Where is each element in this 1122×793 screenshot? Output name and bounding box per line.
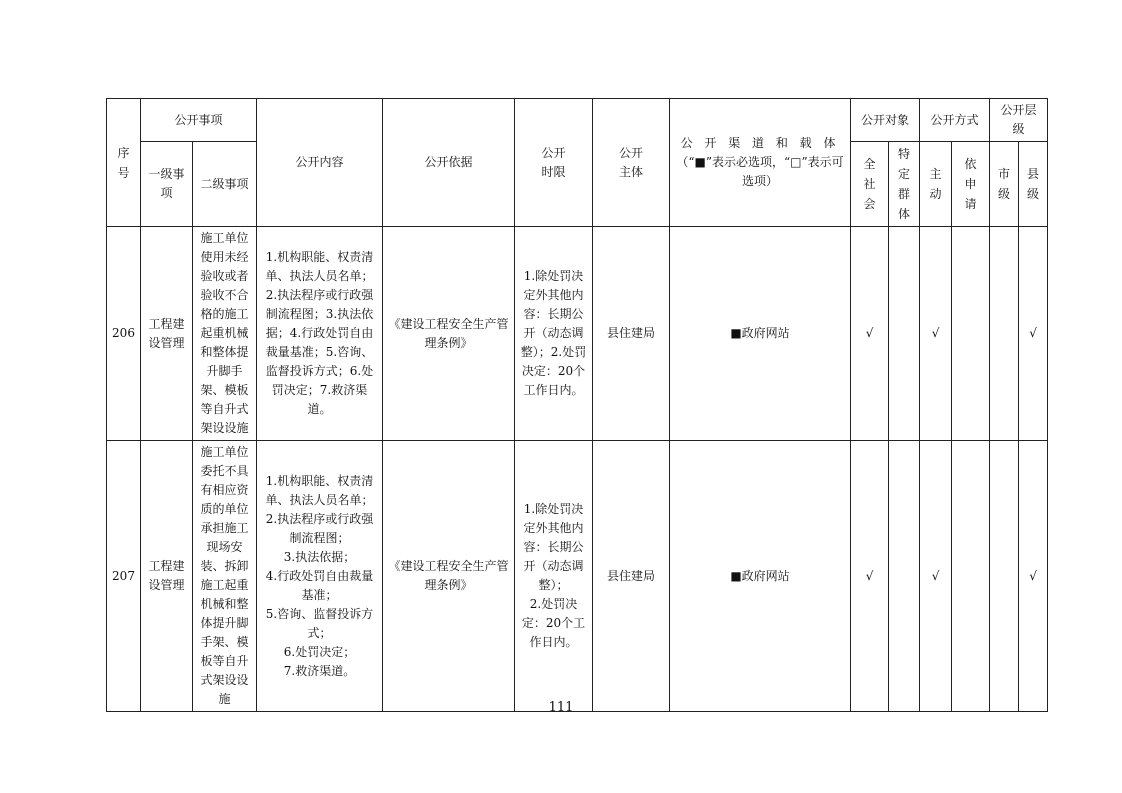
header-level-city: 市 级 <box>990 142 1019 227</box>
row-level1: 工程建设管理 <box>141 441 193 712</box>
header-level-group: 公开层 级 <box>990 99 1048 142</box>
row-basis: 《建设工程安全生产管理条例》 <box>383 227 515 441</box>
row-level2: 施工单位委托不具有相应资质的单位承担施工现场安装、拆卸施工起重机械和整体提升脚手架、模板等自升式架设设施 <box>193 441 257 712</box>
row-level1: 工程建设管理 <box>141 227 193 441</box>
page-number: 111 <box>548 700 574 715</box>
header-method-active: 主 动 <box>920 142 952 227</box>
row-content: 1.机构职能、权责清单、执法人员名单； 2.执法程序或行政强制流程图；3.执法依据；4.行政处罚自由裁量基准；5.咨询、监督投诉方式；6.处罚决定；7.救济渠道。 <box>257 227 383 441</box>
row-target-specific <box>889 441 920 712</box>
header-row-1 <box>107 99 1048 142</box>
disclosure-table <box>106 98 1048 712</box>
row-level2: 施工单位使用未经验收或者验收不合格的施工起重机械和整体提升脚手架、模板等自升式架设设施 <box>193 227 257 441</box>
row-basis: 《建设工程安全生产管理条例》 <box>383 441 515 712</box>
row-time-limit: 1.除处罚决定外其他内容：长期公开（动态调整）；2.处罚决定：20个工作日内。 <box>515 227 593 441</box>
row-method-active: √ <box>920 441 952 712</box>
row-level-city <box>990 441 1019 712</box>
row-time-limit: 1.除处罚决定外其他内容：长期公开（动态调整）； 2.处罚决定：20个工作日内。 <box>515 441 593 712</box>
table-row <box>107 441 1048 712</box>
table-row <box>107 227 1048 441</box>
header-level1: 一级事 项 <box>141 142 193 227</box>
row-target-all: √ <box>851 441 889 712</box>
header-basis: 公开依据 <box>383 99 515 227</box>
row-subject: 县住建局 <box>593 441 670 712</box>
header-level2: 二级事项 <box>193 142 257 227</box>
row-content: 1.机构职能、权责清单、执法人员名单； 2.执法程序或行政强制流程图； 3.执法依据； 4.行政处罚自由裁量基准； 5.咨询、监督投诉方式； 6.处罚决定； 7.救济渠道。 <box>257 441 383 712</box>
row-level-county: √ <box>1019 227 1048 441</box>
row-method-request <box>952 441 990 712</box>
header-time-limit: 公开 时限 <box>515 99 593 227</box>
row-channel: ■政府网站 <box>670 227 851 441</box>
header-target-specific: 特 定 群 体 <box>889 142 920 227</box>
row-method-request <box>952 227 990 441</box>
header-method-group: 公开方式 <box>920 99 990 142</box>
row-seq: 207 <box>107 441 141 712</box>
header-method-request: 依 申 请 <box>952 142 990 227</box>
header-target-all: 全 社 会 <box>851 142 889 227</box>
row-channel: ■政府网站 <box>670 441 851 712</box>
header-level-county: 县 级 <box>1019 142 1048 227</box>
row-target-specific <box>889 227 920 441</box>
header-target-group: 公开对象 <box>851 99 920 142</box>
row-subject: 县住建局 <box>593 227 670 441</box>
row-level-city <box>990 227 1019 441</box>
row-seq: 206 <box>107 227 141 441</box>
row-target-all: √ <box>851 227 889 441</box>
header-channel-title: 公 开 渠 道 和 载 体 <box>680 136 840 150</box>
header-channel <box>670 99 851 227</box>
row-level-county: √ <box>1019 441 1048 712</box>
header-matter-group: 公开事项 <box>141 99 257 142</box>
header-channel-note: （“■”表示必选项，“□”表示可选项） <box>676 155 844 188</box>
header-seq: 序 号 <box>107 99 141 227</box>
header-subject: 公开 主体 <box>593 99 670 227</box>
row-method-active: √ <box>920 227 952 441</box>
header-content: 公开内容 <box>257 99 383 227</box>
